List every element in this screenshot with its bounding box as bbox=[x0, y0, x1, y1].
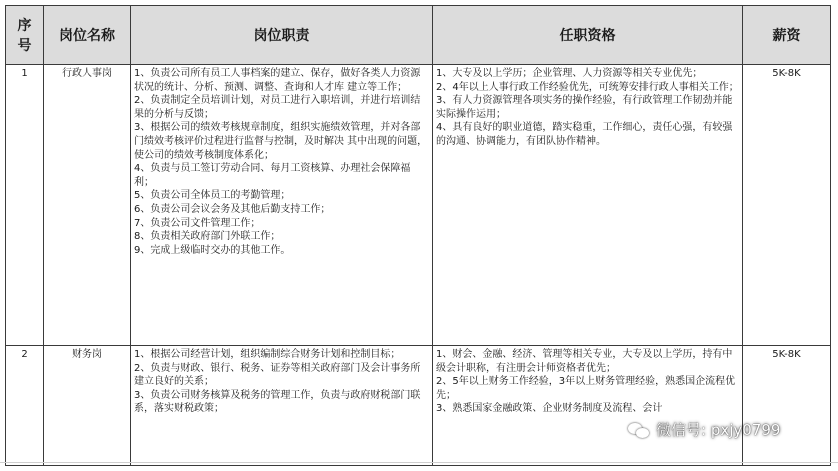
header-requirements: 任职资格 bbox=[433, 6, 743, 65]
watermark-text: 微信号: pxjy0799 bbox=[656, 421, 781, 439]
row-position: 行政人事岗 bbox=[44, 65, 131, 346]
duty-item: 4、负责与员工签订劳动合同、每月工资核算、办理社会保障福利； bbox=[134, 163, 411, 188]
duty-item: 3、根据公司的绩效考核规章制度，组织实施绩效管理，并对各部门绩效考核评价过程进行监督与控制，及时解决 其中出现的问题，使公司的绩效考核制度体系化； bbox=[134, 122, 428, 161]
duty-item: 6、负责公司会议会务及其他后勤支持工作； bbox=[134, 203, 331, 215]
header-row bbox=[6, 6, 831, 65]
row-salary: 5K-8K bbox=[743, 65, 831, 346]
duty-item: 3、负责公司财务核算及税务的管理工作，负责与政府财税部门联系，落实财税政策； bbox=[134, 389, 421, 415]
duty-item: 5、负责公司全体员工的考勤管理； bbox=[134, 190, 291, 202]
header-salary: 薪资 bbox=[743, 6, 831, 65]
requirement-item: 1、财会、金融、经济、管理等相关专业，大专及以上学历，持有中级会计职称，有注册会计师资格者优先； bbox=[436, 349, 733, 374]
header-position: 岗位名称 bbox=[44, 6, 131, 65]
duty-item: 2、负责制定全员培训计划，对员工进行入职培训，并进行培训结果的分析与反馈； bbox=[134, 95, 421, 120]
requirement-item: 3、有人力资源管理各项实务的操作经验，有行政管理工作韧劲并能实际操作运用； bbox=[436, 95, 733, 120]
requirement-item: 2、5年以上财务工作经验，3年以上财务管理经验，熟悉国企流程优先； bbox=[436, 376, 736, 401]
requirement-item: 1、大专及以上学历；企业管理、人力资源等相关专业优先； bbox=[436, 68, 703, 79]
duty-item: 1、根据公司经营计划，组织编制综合财务计划和控制目标； bbox=[134, 349, 401, 360]
row-duties bbox=[131, 346, 433, 466]
row-position: 财务岗 bbox=[44, 346, 131, 466]
duty-item: 2、负责与财政、银行、税务、证券等相关政府部门及会计事务所建立良好的关系； bbox=[134, 362, 421, 388]
header-duties: 岗位职责 bbox=[131, 6, 433, 65]
row-salary: 5K-8K bbox=[743, 346, 831, 466]
bottom-divider bbox=[0, 462, 838, 463]
duty-item: 9、完成上级临时交办的其他工作。 bbox=[134, 244, 291, 256]
table-row bbox=[6, 346, 831, 466]
wechat-icon bbox=[628, 421, 650, 439]
requirement-item: 4、具有良好的职业道德，踏实稳重，工作细心，责任心强，有较强的沟通、协调能力，有团队协作精神。 bbox=[436, 122, 733, 147]
row-requirements bbox=[433, 346, 743, 466]
requirement-item: 3、熟悉国家金融政策、企业财务制度及流程、会计 bbox=[436, 403, 663, 415]
requirement-item: 2、4年以上人事行政工作经验优先，可统筹安排行政人事相关工作； bbox=[436, 81, 739, 93]
duty-item: 8、负责相关政府部门外联工作； bbox=[134, 231, 281, 243]
table-row bbox=[6, 65, 831, 346]
header-seq bbox=[6, 6, 44, 65]
header-seq-line2: 号 bbox=[17, 38, 32, 54]
row-duties bbox=[131, 65, 433, 346]
header-seq-line1: 序 bbox=[17, 18, 32, 34]
duty-item: 7、负责公司文件管理工作； bbox=[134, 217, 261, 229]
duty-item: 1、负责公司所有员工人事档案的建立、保存，做好各类人力资源状况的统计、分析、预测、调整、查询和人才库 建立等工作； bbox=[134, 68, 421, 93]
row-seq: 1 bbox=[6, 65, 44, 346]
row-requirements bbox=[433, 65, 743, 346]
job-table bbox=[5, 5, 831, 466]
row-seq: 2 bbox=[6, 346, 44, 466]
watermark bbox=[628, 419, 780, 440]
